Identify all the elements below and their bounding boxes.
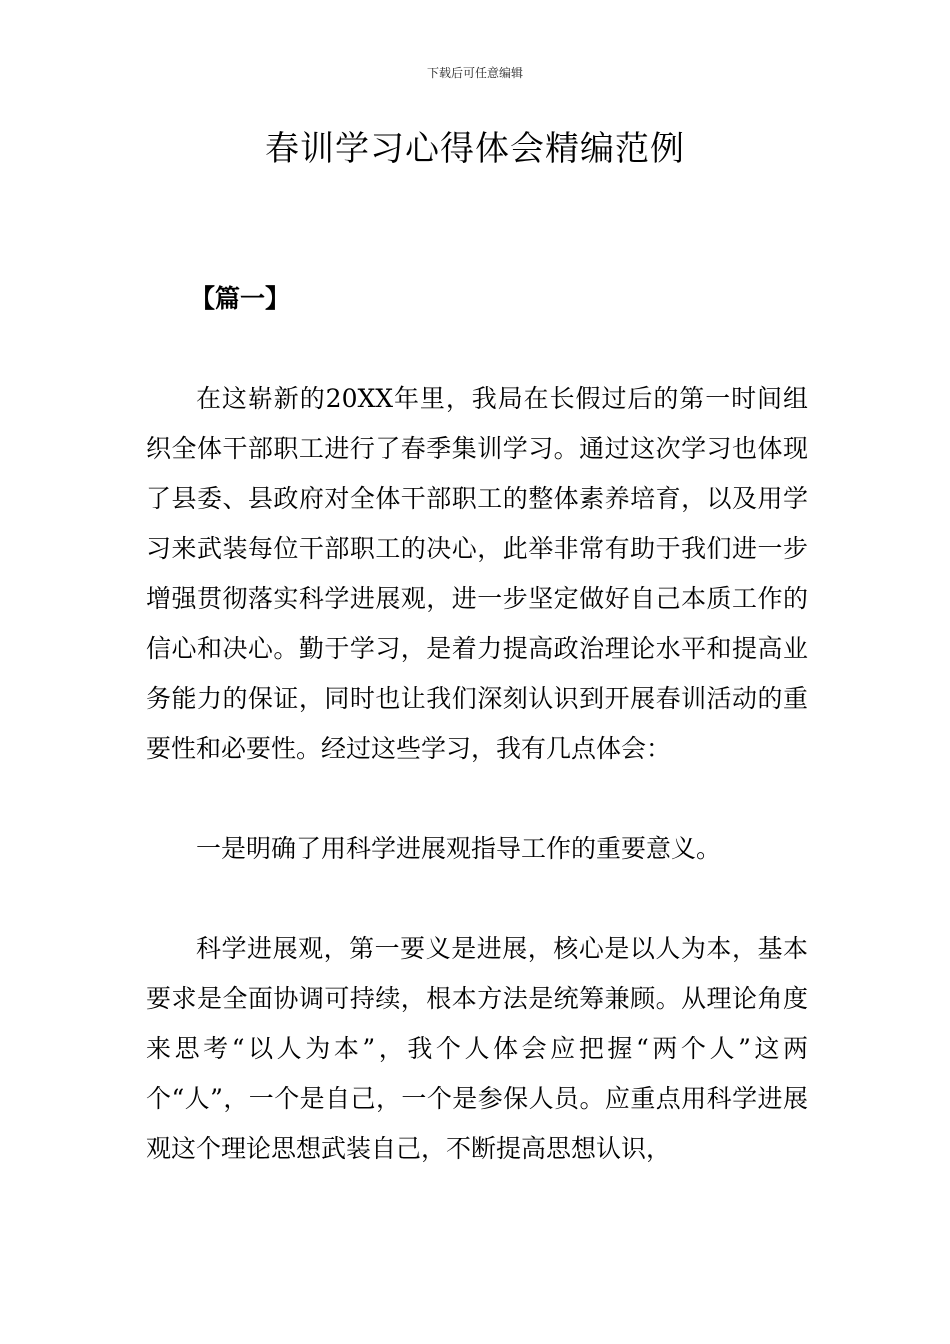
document-body (146, 274, 808, 1224)
page-header-note: 下载后可任意编辑 (426, 66, 523, 80)
section-heading: 【篇一】 (190, 284, 291, 313)
paragraph-point-one: 一是明确了用科学进展观指导工作的重要意义。 (196, 834, 722, 863)
document-title: 春训学习心得体会精编范例 (265, 129, 685, 169)
paragraph-intro: 在这崭新的20XX年里，我局在长假过后的第一时间组织全体干部职工进行了春季集训学习。通过这次学习也体现了县委、县政府对全体干部职工的整体素养培育，以及用学习来武装每位干部职工的决心，此举非常有助于我们进一步增强贯彻落实科学进展观，进一步坚定做好自己本质工作的信心和决心。勤于学习，是着力提高政治理论水平和提高业务能力的保证，同时也让我们深刻认识到开展春训活动的重要性和必要性。经过这些学习，我有几点体会： (146, 384, 808, 763)
paragraph-scientific-outlook: 科学进展观，第一要义是进展，核心是以人为本，基本要求是全面协调可持续，根本方法是统筹兼顾。从理论角度来思考“以人为本”，我个人体会应把握“两个人”这两个“人”，一个是自己，一个是参保人员。应重点用科学进展观这个理论思想武装自己，不断提高思想认识， (146, 934, 808, 1163)
